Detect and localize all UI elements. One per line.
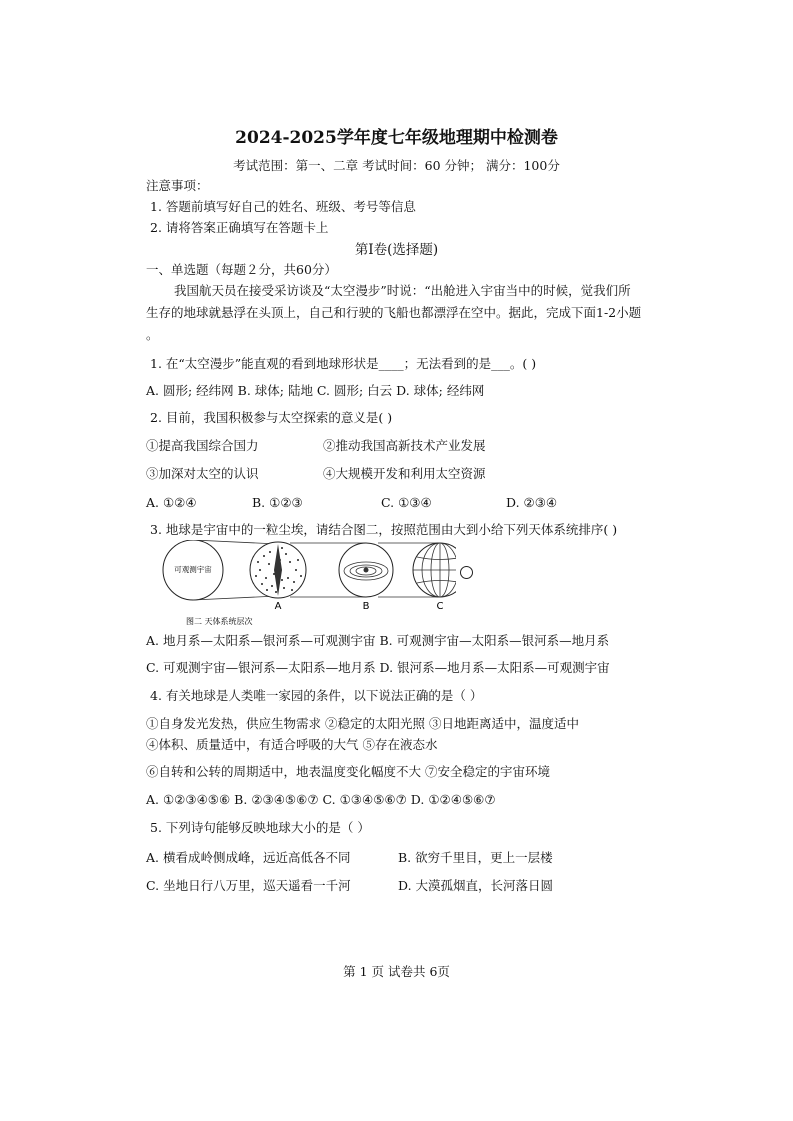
notes-heading: 注意事项： [146,178,209,193]
passage-line: 我国航天员在接受采访谈及“太空漫步”时说：“出舱进入宇宙当中的时候，觉我们所 [174,283,631,298]
statement-line: ④体积、质量适中，有适合呼吸的大气 ⑤存在液态水 [146,737,438,752]
question-1-options: A. 圆形; 经纬网 B. 球体; 陆地 C. 圆形; 白云 D. 球体; 经纬网 [146,383,485,398]
question-2-stem: 2. 目前，我国积极参与太空探索的意义是( ) [150,410,393,425]
label-a: A [274,601,282,612]
exam-info: 考试范围：第一、二章 考试时间：60 分钟； 满分：100分 [233,158,560,173]
statement-line: ⑥自转和公转的周期适中，地表温度变化幅度不大 ⑦安全稳定的宇宙环境 [146,764,550,779]
statement-line: ①自身发光发热，供应生物需求 ②稳定的太阳光照 ③日地距离适中，温度适中 [146,716,579,731]
part-heading: 一、单选题（每题２分，共60分） [146,262,337,277]
option-b: B. 欲穷千里目，更上一层楼 [398,850,553,865]
question-1-stem: 1. 在“太空漫步”能直观的看到地球形状是____；无法看到的是___。( ) [150,356,537,371]
option-a: A. 横看成岭侧成峰，远近高低各不同 [146,850,351,865]
question-3-options-cd: C. 可观测宇宙—银河系—太阳系—地月系 D. 银河系—地月系—太阳系—可观测宇宙 [146,660,610,675]
label-b: B [362,601,370,612]
note-item: 2. 请将答案正确填写在答题卡上 [150,220,329,235]
statement: ①提高我国综合国力 [146,438,259,453]
option-c: C. ①③④ [381,495,432,510]
question-4-stem: 4. 有关地球是人类唯一家园的条件，以下说法正确的是（ ） [150,688,483,703]
exam-title: 2024-2025学年度七年级地理期中检测卷 [235,128,558,148]
label-c: C [436,601,444,612]
page-footer: 第 1 页 试卷共 6页 [343,964,450,979]
option-b: B. ①②③ [252,495,303,510]
option-d: D. ②③④ [506,495,558,510]
figure-celestial-systems [156,540,456,630]
option-a: A. ①②④ [146,495,197,510]
figure-caption: 图二 天体系统层次 [186,617,253,626]
statement: ②推动我国高新技术产业发展 [323,438,486,453]
statement: ③加深对太空的认识 [146,466,259,481]
statement: ④大规模开发和利用太空资源 [323,466,486,481]
question-3-stem: 3. 地球是宇宙中的一粒尘埃，请结合图二，按照范围由大到小给下列天体系统排序( ) [150,522,618,537]
question-3-options-ab: A. 地月系—太阳系—银河系—可观测宇宙 B. 可观测宇宙—太阳系—银河系—地月系 [146,633,610,648]
option-d: D. 大漠孤烟直，长河落日圆 [398,878,554,893]
universe-label: 可观测宇宙 [174,565,212,574]
option-c: C. 坐地日行八万里，巡天遥看一千河 [146,878,351,893]
section-title: 第Ⅰ卷(选择题) [354,242,439,258]
question-5-stem: 5. 下列诗句能够反映地球大小的是（ ） [150,820,370,835]
question-4-options: A. ①②③④⑤⑥ B. ②③④⑤⑥⑦ C. ①③④⑤⑥⑦ D. ①②④⑤⑥⑦ [146,792,496,807]
passage-line: 生存的地球就悬浮在头顶上，自己和行驶的飞船也都漂浮在空中。据此，完成下面1-2小题 [146,305,642,320]
moon-circle [460,566,473,579]
passage-line: 。 [146,327,159,342]
note-item: 1. 答题前填写好自己的姓名、班级、考号等信息 [150,199,416,214]
